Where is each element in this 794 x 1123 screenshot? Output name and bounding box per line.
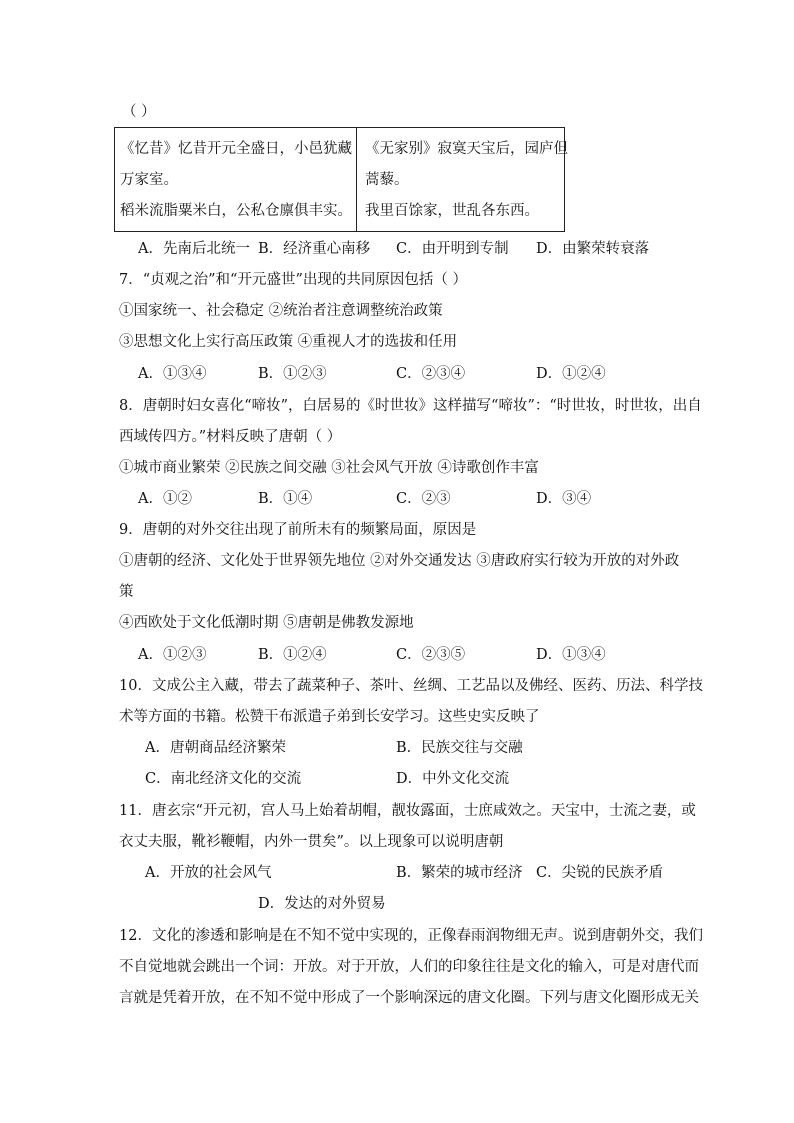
poem-left-line-3: 稻米流脂粟米白，公私仓廪俱丰实。 (120, 203, 352, 219)
q8-option-c: C．②③ (396, 491, 451, 507)
poem-right-line-3: 我里百馀家，世乱各东西。 (365, 203, 539, 219)
q8-option-a: A．①② (138, 491, 192, 507)
q7-stem: 7．“贞观之治”和“开元盛世”出现的共同原因包括（ ） (119, 272, 467, 288)
q9-option-c: C．②③⑤ (396, 647, 466, 663)
q11-stem-line-2: 衣丈夫服，靴衫鞭帽，内外一贯矣”。以上现象可以说明唐朝 (119, 834, 504, 850)
q7-option-b: B．①②③ (258, 366, 327, 382)
q9-option-a: A．①②③ (138, 647, 207, 663)
q7-item-line-2: ③思想文化上实行高压政策 ④重视人才的选拔和任用 (119, 334, 458, 350)
q9-item-line-2: 策 (119, 584, 134, 600)
poem-right-line-2: 蒿藜。 (365, 172, 409, 188)
q12-stem-line-2: 不自觉地就会跳出一个词：开放。对于开放，人们的印象往往是文化的输入，可是对唐代而 (119, 959, 699, 975)
q7-item-line-1: ①国家统一、社会稳定 ②统治者注意调整统治政策 (119, 303, 443, 319)
poem-table (114, 127, 568, 232)
poem-right-line-1: 《无家别》寂寞天宝后，园庐但 (365, 141, 568, 157)
q7-option-d: D．①②④ (536, 366, 606, 382)
q9-option-b: B．①②④ (258, 647, 327, 663)
q10-stem-line-1: 10．文成公主入藏，带去了蔬菜种子、茶叶、丝绸、工艺品以及佛经、医药、历法、科学技 (119, 678, 703, 694)
q10-option-d: D．中外文化交流 (396, 771, 510, 787)
q11-option-a: A．开放的社会风气 (145, 865, 272, 881)
q10-option-c: C．南北经济文化的交流 (145, 771, 302, 787)
q10-option-b: B．民族交往与交融 (396, 740, 523, 756)
poem-left-line-1: 《忆昔》忆昔开元全盛日，小邑犹藏 (120, 141, 352, 157)
q6-option-a: A．先南后北统一 (138, 241, 250, 257)
poem-left-line-2: 万家室。 (120, 172, 178, 188)
q8-option-b: B．①④ (258, 491, 313, 507)
answer-parenthesis: （ ） (122, 104, 156, 120)
q9-item-line-1: ①唐朝的经济、文化处于世界领先地位 ②对外交通发达 ③唐政府实行较为开放的对外政 (119, 553, 680, 569)
q10-option-a: A．唐朝商品经济繁荣 (145, 740, 286, 756)
q6-option-d: D．由繁荣转衰落 (536, 241, 650, 257)
q7-option-c: C．②③④ (396, 366, 466, 382)
q12-stem-line-1: 12．文化的渗透和影响是在不知不觉中实现的，正像春雨润物细无声。说到唐朝外交，我们 (119, 928, 703, 944)
q11-option-c: C．尖锐的民族矛盾 (536, 865, 664, 881)
q12-stem-line-3: 言就是凭着开放，在不知不觉中形成了一个影响深远的唐文化圈。下列与唐文化圈形成无关 (119, 990, 699, 1006)
q8-option-d: D．③④ (536, 491, 592, 507)
table-divider (356, 128, 357, 231)
q11-option-b: B．繁荣的城市经济 (396, 865, 523, 881)
q11-option-d: D．发达的对外贸易 (258, 896, 386, 912)
q8-items: ①城市商业繁荣 ②民族之间交融 ③社会风气开放 ④诗歌创作丰富 (119, 460, 539, 476)
q9-item-line-3: ④西欧处于文化低潮时期 ⑤唐朝是佛教发源地 (119, 615, 414, 631)
q8-stem-line-2: 西域传四方。”材料反映了唐朝（ ） (119, 429, 342, 445)
q6-option-b: B．经济重心南移 (258, 241, 371, 257)
q6-option-c: C．由开明到专制 (396, 241, 509, 257)
q8-stem-line-1: 8．唐朝时妇女喜化“啼妆”，白居易的《时世妆》这样描写“啼妆”：“时世妆，时世妆，出自 (119, 398, 702, 414)
q11-stem-line-1: 11．唐玄宗“开元初，宫人马上始着胡帽，靓妆露面，士庶咸效之。天宝中，士流之妻，或 (119, 803, 696, 819)
q10-stem-line-2: 术等方面的书籍。松赞干布派遣子弟到长安学习。这些史实反映了 (119, 709, 540, 725)
q7-option-a: A．①③④ (138, 366, 207, 382)
q9-option-d: D．①③④ (536, 647, 606, 663)
q9-stem: 9．唐朝的对外交往出现了前所未有的频繁局面，原因是 (119, 522, 477, 538)
